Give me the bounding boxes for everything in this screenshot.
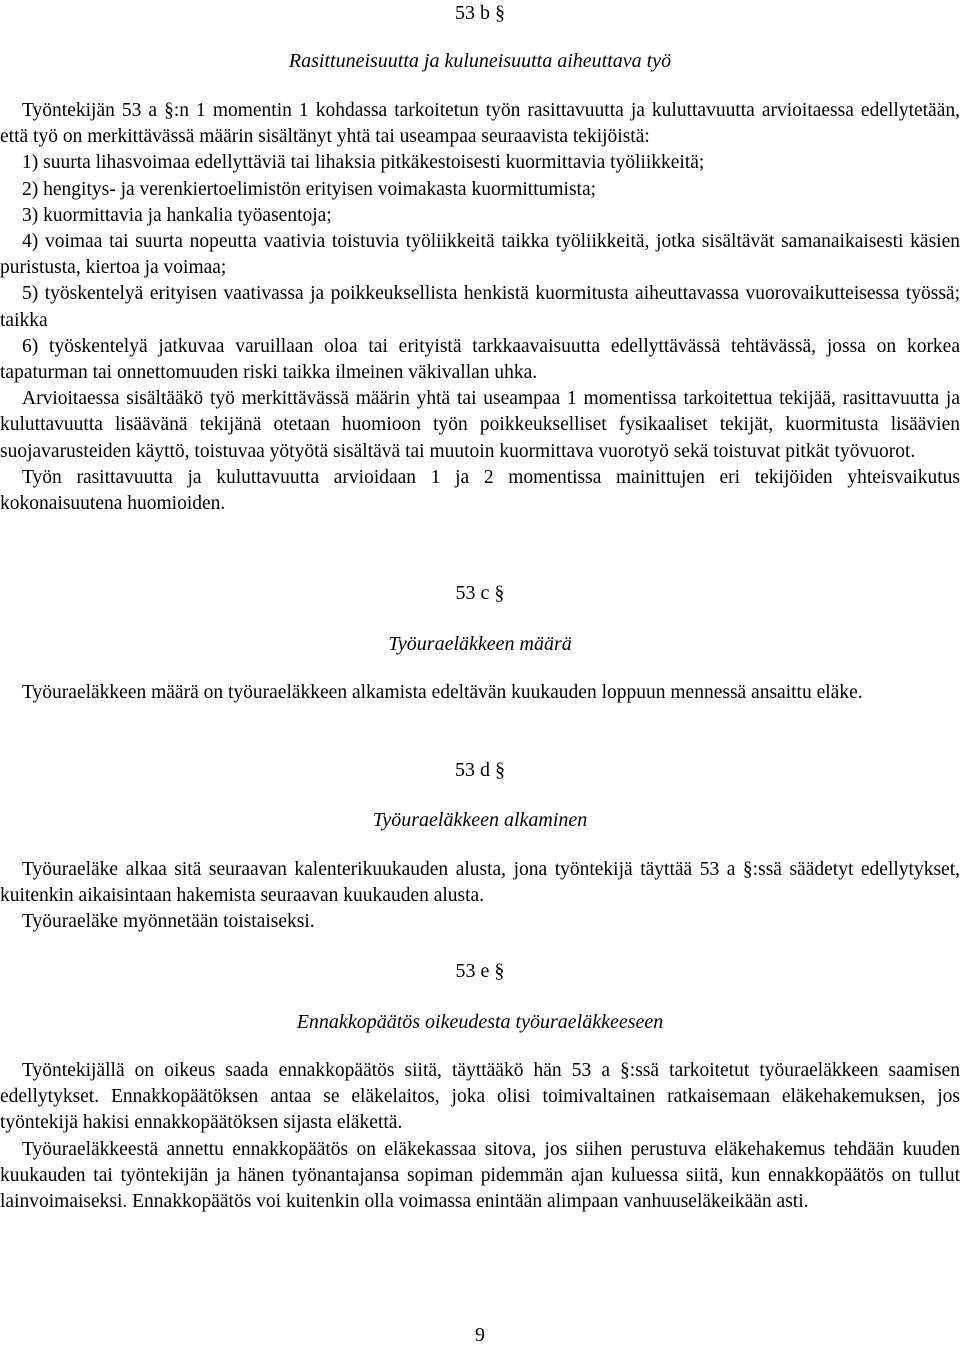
section-title: Ennakkopäätös oikeudesta työuraeläkkeeseen: [296, 1011, 664, 1033]
list-item: 3) kuormittavia ja hankalia työasentoja;: [22, 204, 332, 226]
section-title: Rasittuneisuutta ja kuluneisuutta aiheuttava työ: [288, 50, 672, 72]
section-title: Työuraeläkkeen alkaminen: [372, 809, 588, 831]
section-53b: [0, 0, 960, 26]
section-heading: 53 e §: [455, 960, 505, 982]
section-53b-title-block: [0, 48, 960, 74]
section-heading: 53 c §: [455, 582, 505, 604]
paragraph: Työntekijän 53 a §:n 1 momentin 1 kohdassa tarkoitetun työn rasittavuutta ja kuluttavuutta arvioitaessa edellytetään, että työ on merkittävässä määrin sisältänyt yhtä tai useampaa seuraavista tekijöistä:: [0, 100, 960, 148]
section-title: Työuraeläkkeen määrä: [388, 633, 572, 655]
section-heading: 53 b §: [455, 2, 505, 24]
paragraph: Työn rasittavuutta ja kuluttavuutta arvioidaan 1 ja 2 momentissa mainittujen eri tekijöiden yhteisvaikutus kokonaisuutena huomioiden.: [0, 466, 960, 515]
paragraph: Työuraeläke alkaa sitä seuraavan kalenterikuukauden alusta, jona työntekijä täyttää 53 a §:ssä säädetyt edellytykset, kuitenkin aikaisintaan hakemista seuraavan kuukauden alusta.: [0, 859, 960, 907]
section-53d-body: [0, 857, 960, 936]
paragraph: Arvioitaessa sisältääkö työ merkittävässä määrin yhtä tai useampaa 1 momentissa tarkoitettua tekijää, rasittavuutta ja kuluttavuutta lisäävänä tekijänä otetaan huomioon työn poikkeukselliset fysikaaliset tekijät, kuormitusta lisäävien suojavarusteiden käyttö, toistuvaa yötyötä sisältävä tai muutoin kuormittava vuorotyö sekä toistuvat pitkät työvuorot.: [0, 388, 960, 462]
paragraph: Työntekijällä on oikeus saada ennakkopäätös siitä, täyttääkö hän 53 a §:ssä tarkoitetut työuraeläkkeen saamisen edellytykset. Ennakkopäätöksen antaa se eläkelaitos, joka olisi toimivaltainen ratkaisemaan eläkehakemuksen, jos työntekijä hakisi ennakkopäätöksen sijasta eläkettä.: [0, 1060, 960, 1134]
section-53d-title-block: [0, 807, 960, 833]
section-53c-title-block: [0, 631, 960, 657]
list-item: 5) työskentelyä erityisen vaativassa ja poikkeuksellista henkistä kuormitusta aiheuttavassa vuorovaikutteisessa työssä; taikka: [0, 283, 960, 331]
section-53c-body: [0, 680, 960, 706]
list-item: 1) suurta lihasvoimaa edellyttäviä tai lihaksia pitkäkestoisesti kuormittavia työliikkeitä;: [22, 152, 705, 174]
paragraph: Työuraeläke myönnetään toistaiseksi.: [22, 911, 315, 933]
section-53d: [0, 757, 960, 783]
section-53e: [0, 958, 960, 984]
section-heading: 53 d §: [455, 759, 505, 781]
section-53e-body: [0, 1058, 960, 1215]
section-53b-body: [0, 98, 960, 517]
list-item: 6) työskentelyä jatkuvaa varuillaan oloa tai erityistä tarkkaavaisuutta edellyttävässä tehtävässä, jossa on korkea tapaturman tai onnettomuuden riski taikka ilmeinen väkivallan uhka.: [0, 335, 960, 384]
section-53e-title-block: [0, 1009, 960, 1035]
paragraph: Työuraeläkkeen määrä on työuraeläkkeen alkamista edeltävän kuukauden loppuun mennessä ansaittu eläke.: [22, 682, 863, 703]
list-item: 4) voimaa tai suurta nopeutta vaativia toistuvia työliikkeitä taikka työliikkeitä, jotka sisältävät samanaikaisesti käsien puristusta, kiertoa ja voimaa;: [0, 231, 960, 279]
list-item: 2) hengitys- ja verenkiertoelimistön erityisen voimakasta kuormittumista;: [22, 178, 597, 200]
page-number: 9: [475, 1324, 485, 1346]
section-53c: [0, 580, 960, 606]
paragraph: Työuraeläkkeestä annettu ennakkopäätös on eläkekassaa sitova, jos siihen perustuva eläkehakemus tehdään kuuden kuukauden tai työntekijän ja hänen työnantajansa sopiman pidemmän ajan kuluessa siitä, kun ennakkopäätös on tullut lainvoimaiseksi. Ennakkopäätös voi kuitenkin olla voimassa enintään alimpaan vanhuuseläkeikään asti.: [0, 1138, 960, 1213]
